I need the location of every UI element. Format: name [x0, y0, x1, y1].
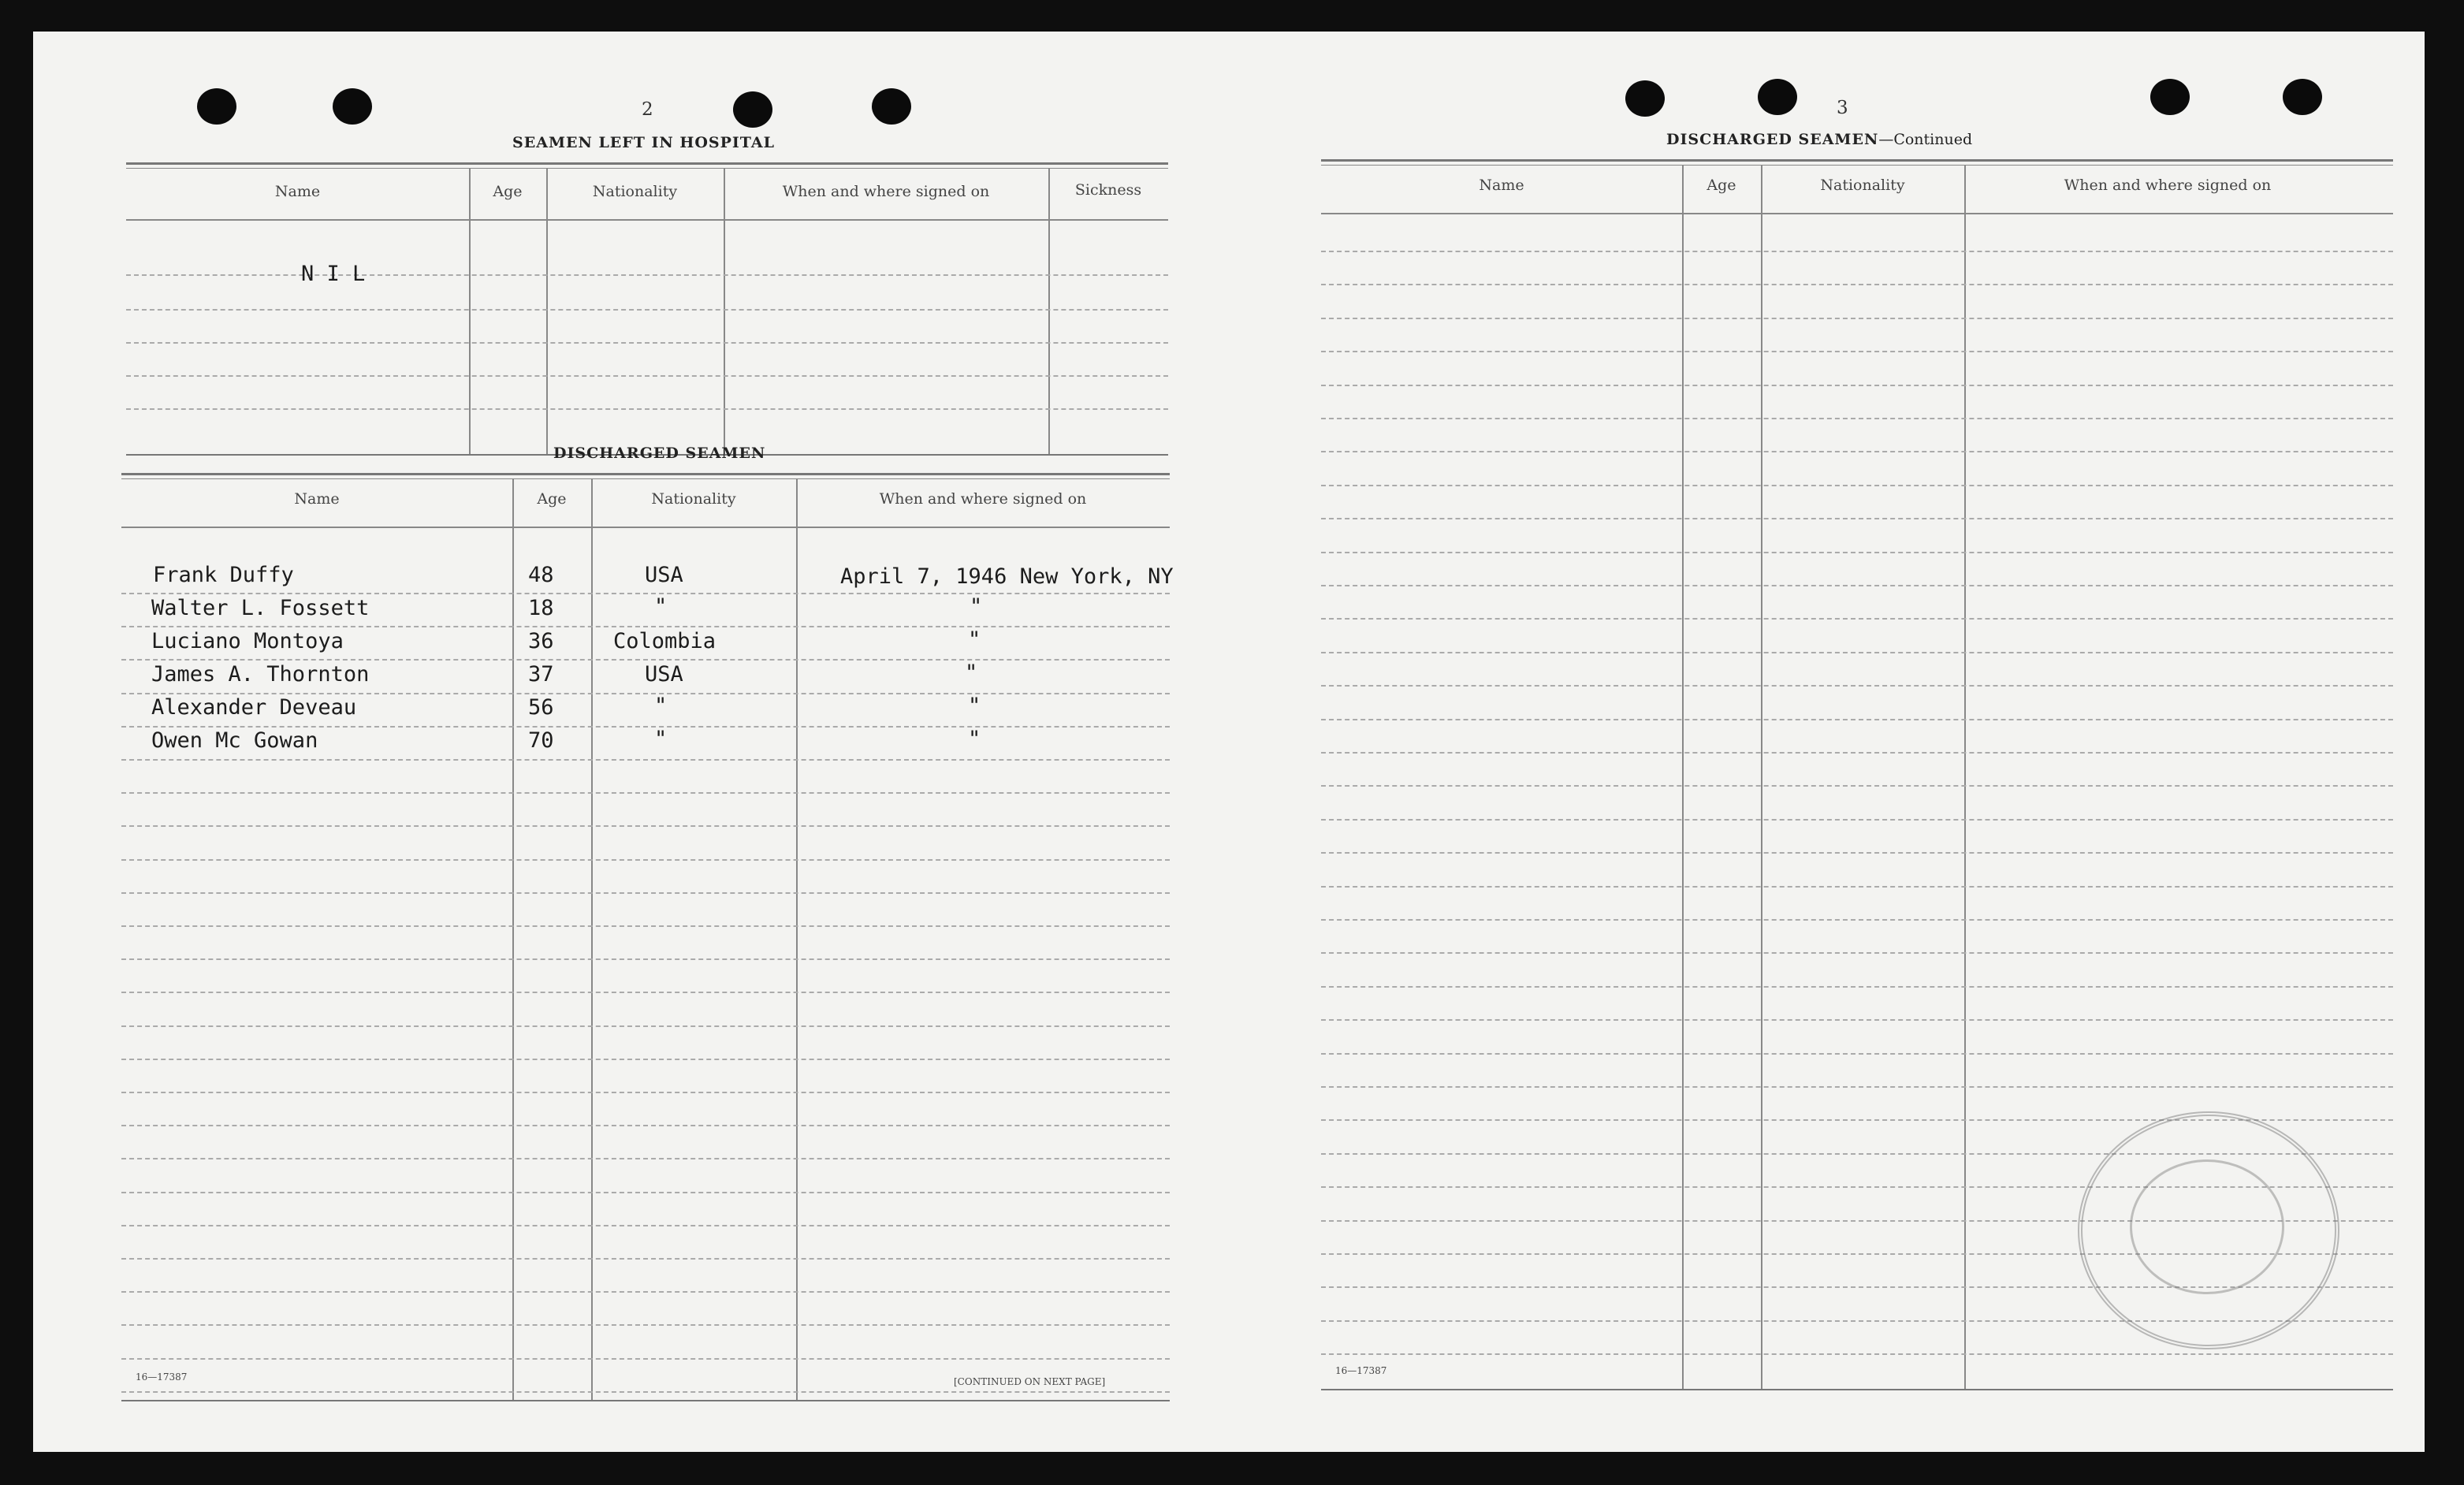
ruled-line — [1321, 318, 2393, 319]
ruled-line — [1321, 518, 2393, 519]
seaman-age: 48 — [528, 563, 554, 587]
seaman-nationality: " — [654, 594, 668, 619]
ruled-line — [121, 1291, 1170, 1293]
page-number-left: 2 — [642, 99, 653, 120]
seaman-signed-on: " — [968, 727, 981, 751]
ruled-line — [121, 925, 1170, 927]
official-stamp — [2078, 1111, 2339, 1349]
col-header-age: Age — [1707, 177, 1736, 194]
ruled-line — [1321, 752, 2393, 754]
ruled-line — [1321, 886, 2393, 888]
title-main: DISCHARGED SEAMEN — [1666, 131, 1879, 148]
ruled-line — [1321, 1053, 2393, 1055]
ruled-line — [1321, 385, 2393, 386]
col-header-signed-on: When and where signed on — [2064, 177, 2272, 194]
col-header-name: Name — [1479, 177, 1524, 194]
hospital-section-title: SEAMEN LEFT IN HOSPITAL — [512, 134, 775, 151]
ruled-line — [1321, 819, 2393, 821]
seaman-signed-on: " — [968, 694, 981, 718]
col-header-nationality: Nationality — [1820, 177, 1905, 194]
col-header-nationality: Nationality — [592, 183, 678, 200]
col-header-signed-on: When and where signed on — [782, 183, 990, 200]
nil-entry: N I L — [301, 262, 366, 286]
ruled-line — [1321, 652, 2393, 653]
discharged-continued-title — [1666, 131, 1972, 148]
punch-hole — [333, 88, 372, 125]
form-number-left: 16—17387 — [136, 1371, 188, 1383]
punch-hole — [872, 88, 911, 125]
ruled-line — [121, 892, 1170, 894]
seaman-name: James A. Thornton — [151, 662, 370, 687]
document-sheet — [33, 32, 2425, 1452]
seaman-signed-on: " — [968, 627, 981, 652]
seaman-name: Alexander Deveau — [151, 695, 357, 720]
ruled-line — [121, 1092, 1170, 1093]
page-number-right: 3 — [1837, 98, 1848, 118]
seaman-age: 36 — [528, 629, 554, 653]
seaman-name: Owen Mc Gowan — [151, 728, 318, 753]
ruled-line — [121, 1125, 1170, 1126]
punch-hole — [197, 88, 236, 125]
seaman-signed-on: " — [965, 661, 978, 685]
col-header-age: Age — [493, 183, 523, 200]
ruled-line — [1321, 251, 2393, 252]
col-header-age: Age — [537, 490, 567, 508]
discharged-section-title: DISCHARGED SEAMEN — [553, 445, 766, 462]
ruled-line — [121, 1391, 1170, 1393]
ruled-line — [121, 825, 1170, 827]
ruled-line — [121, 992, 1170, 993]
seaman-age: 70 — [528, 728, 554, 753]
seaman-nationality: " — [654, 694, 668, 718]
seaman-nationality: Colombia — [613, 629, 716, 653]
ruled-line — [121, 1158, 1170, 1159]
continued-note: [CONTINUED ON NEXT PAGE] — [954, 1376, 1106, 1387]
ruled-line — [1321, 986, 2393, 988]
ruled-line — [1321, 785, 2393, 787]
col-header-name: Name — [294, 490, 340, 508]
ruled-line — [121, 958, 1170, 960]
seaman-nationality: " — [654, 727, 668, 751]
ruled-line — [1321, 284, 2393, 285]
ruled-line — [1321, 552, 2393, 553]
seaman-name: Walter L. Fossett — [151, 596, 370, 620]
seaman-signed-on: " — [970, 594, 983, 619]
ruled-line — [1321, 451, 2393, 452]
form-number-right: 16—17387 — [1335, 1365, 1387, 1376]
col-header-sickness: Sickness — [1074, 181, 1142, 199]
seaman-age: 18 — [528, 596, 554, 620]
ruled-line — [1321, 351, 2393, 352]
col-header-nationality: Nationality — [651, 490, 736, 508]
ruled-line — [121, 1225, 1170, 1226]
punch-hole — [2150, 79, 2190, 115]
seaman-name: Luciano Montoya — [151, 629, 344, 653]
ruled-line — [1321, 919, 2393, 921]
ruled-line — [121, 759, 1170, 761]
ruled-line — [1321, 485, 2393, 486]
ruled-line — [121, 1258, 1170, 1260]
ruled-line — [1321, 685, 2393, 687]
punch-hole — [733, 91, 772, 128]
ruled-line — [1321, 418, 2393, 419]
title-suffix: —Continued — [1878, 131, 1973, 148]
hospital-table — [126, 162, 1168, 456]
seaman-age: 37 — [528, 662, 554, 687]
ruled-line — [1321, 1086, 2393, 1088]
seaman-age: 56 — [528, 695, 554, 720]
ruled-line — [1321, 1353, 2393, 1355]
discharged-table — [121, 473, 1174, 1401]
ruled-line — [121, 1025, 1170, 1027]
punch-hole — [2283, 79, 2322, 115]
punch-hole — [1625, 80, 1665, 117]
seaman-signed-on: April 7, 1946 New York, NY — [840, 564, 1174, 589]
ruled-line — [1321, 719, 2393, 720]
punch-hole — [1758, 79, 1797, 115]
ruled-line — [121, 1324, 1170, 1326]
ruled-line — [1321, 585, 2393, 586]
col-header-signed-on: When and where signed on — [879, 490, 1087, 508]
ruled-line — [121, 1358, 1170, 1360]
col-header-name: Name — [274, 183, 321, 200]
ruled-line — [1321, 1019, 2393, 1021]
ruled-line — [1321, 852, 2393, 854]
ruled-line — [121, 859, 1170, 861]
ruled-line — [1321, 952, 2393, 954]
ruled-line — [1321, 618, 2393, 620]
seaman-name: Frank Duffy — [153, 563, 294, 587]
ruled-line — [121, 792, 1170, 794]
seaman-nationality: USA — [645, 563, 683, 587]
ruled-line — [121, 1192, 1170, 1193]
ruled-line — [121, 1059, 1170, 1060]
seaman-nationality: USA — [645, 662, 683, 687]
